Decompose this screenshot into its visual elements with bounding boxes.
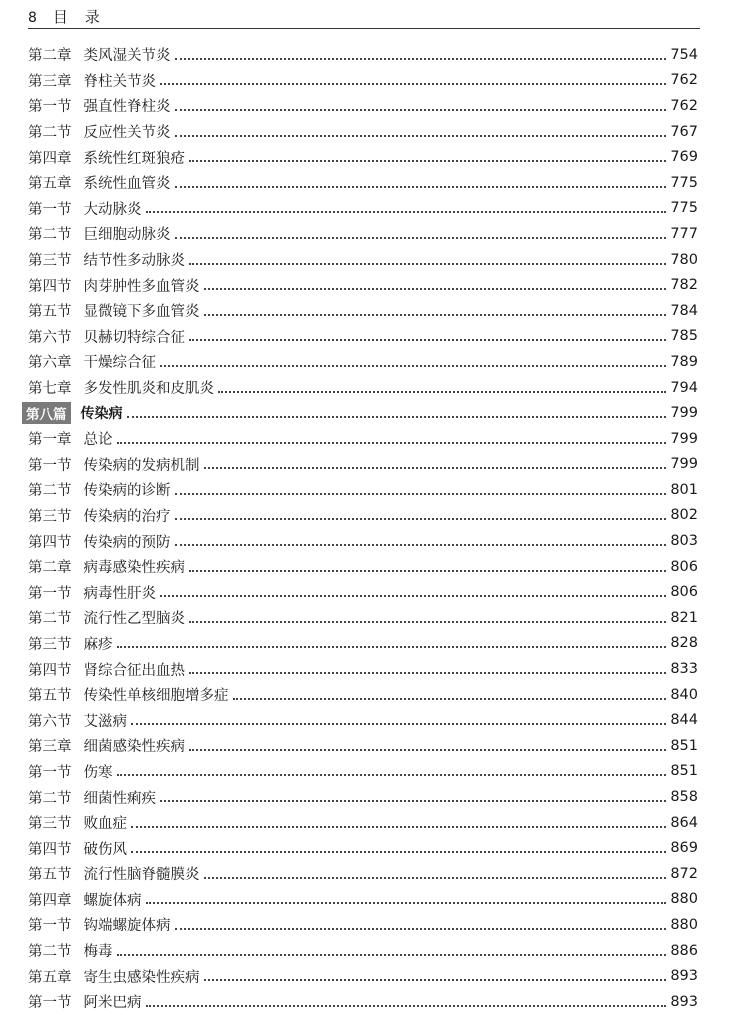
toc-entry-label: 第八篇 [22,402,71,424]
toc-entry-title: 系统性血管炎 [83,176,171,193]
toc-entry-page: 864 [670,814,698,831]
toc-entry-label: 第五节 [28,688,72,705]
toc-entry-label: 第二节 [28,790,72,807]
toc-entry-title: 贝赫切特综合征 [83,329,185,346]
leader-dots [175,544,667,546]
leader-dots [233,698,667,700]
toc-entry-title: 系统性红斑狼疮 [83,150,185,167]
toc-entry-label: 第四节 [28,534,72,551]
toc-entry-title: 艾滋病 [83,713,127,730]
leader-dots [204,877,667,879]
toc-entry-label: 第七章 [28,381,72,398]
leader-dots [175,518,667,520]
toc-entry-title: 寄生虫感染性疾病 [83,969,200,986]
toc-entry-label: 第二章 [28,48,72,65]
toc-entry-label: 第一节 [28,918,72,935]
toc-entry-title: 传染病的治疗 [83,508,171,525]
leader-dots [204,979,667,981]
toc-entry-section[interactable] [28,579,698,605]
toc-entry-label: 第二节 [28,125,72,142]
toc-entry-page: 794 [670,379,698,396]
toc-entry-label: 第四章 [28,892,72,909]
toc-entry-page: 775 [670,174,698,191]
toc-entry-label: 第五章 [28,176,72,193]
toc-entry-section[interactable] [28,656,698,682]
toc-entry-page: 769 [670,149,698,166]
toc-entry-part[interactable] [28,400,698,426]
toc-entry-label: 第一节 [28,995,72,1012]
toc-entry-page: 893 [670,968,698,985]
toc-entry-page: 833 [670,661,698,678]
leader-dots [117,954,667,956]
toc-entry-label: 第三节 [28,816,72,833]
toc-entry-page: 851 [670,737,698,754]
toc-entry-page: 858 [670,789,698,806]
toc-entry-label: 第三节 [28,508,72,525]
leader-dots [175,58,667,60]
toc-entry-title: 显微镜下多血管炎 [83,304,200,321]
toc-entry-section[interactable] [28,835,698,861]
table-of-contents [28,42,698,1015]
toc-entry-label: 第四章 [28,150,72,167]
toc-entry-label: 第一节 [28,201,72,218]
toc-entry-label: 第六章 [28,355,72,372]
toc-entry-title: 传染病 [80,406,123,423]
toc-entry-page: 872 [670,865,698,882]
toc-entry-section[interactable] [28,810,698,836]
toc-entry-page: 762 [670,72,698,89]
toc-entry-label: 第四节 [28,662,72,679]
page-header [28,6,700,29]
toc-entry-page: 767 [670,123,698,140]
toc-entry-chapter[interactable] [28,144,698,170]
toc-entry-label: 第一章 [28,432,72,449]
toc-entry-section[interactable] [28,272,698,298]
toc-entry-chapter[interactable] [28,68,698,94]
leader-dots [189,672,666,674]
toc-entry-title: 梅毒 [83,944,113,961]
leader-dots [175,109,667,111]
toc-entry-label: 第五节 [28,867,72,884]
toc-entry-title: 钩端螺旋体病 [83,918,171,935]
toc-entry-section[interactable] [28,989,698,1015]
toc-entry-page: 799 [670,430,698,447]
toc-entry-page: 893 [670,993,698,1010]
toc-entry-label: 第三节 [28,636,72,653]
toc-entry-label: 第一节 [28,99,72,116]
toc-entry-chapter[interactable] [28,426,698,452]
toc-entry-page: 806 [670,558,698,575]
toc-entry-page: 762 [670,97,698,114]
leader-dots [131,723,666,725]
leader-dots [160,800,666,802]
leader-dots [160,365,666,367]
toc-entry-title: 病毒感染性疾病 [83,560,185,577]
toc-entry-title: 麻疹 [83,636,113,653]
toc-entry-section[interactable] [28,861,698,887]
toc-entry-page: 840 [670,686,698,703]
toc-entry-page: 777 [670,225,698,242]
toc-entry-section[interactable] [28,912,698,938]
toc-entry-label: 第三节 [28,253,72,270]
leader-dots [131,851,666,853]
toc-entry-title: 阿米巴病 [83,995,142,1012]
page-number: 8 [28,10,37,26]
toc-entry-label: 第四节 [28,278,72,295]
toc-entry-page: 799 [670,405,698,422]
toc-entry-title: 干燥综合征 [83,355,156,372]
toc-entry-page: 880 [670,891,698,908]
leader-dots [127,416,667,418]
toc-entry-title: 病毒性肝炎 [83,585,156,602]
toc-entry-chapter[interactable] [28,887,698,913]
toc-entry-page: 844 [670,712,698,729]
toc-entry-title: 多发性肌炎和皮肌炎 [83,381,214,398]
leader-dots [117,646,667,648]
leader-dots [189,339,666,341]
toc-entry-label: 第一节 [28,764,72,781]
toc-entry-title: 传染病的预防 [83,534,171,551]
toc-entry-label: 第二节 [28,227,72,244]
toc-entry-label: 第一节 [28,585,72,602]
toc-entry-section[interactable] [28,631,698,657]
toc-entry-page: 785 [670,328,698,345]
toc-entry-chapter[interactable] [28,963,698,989]
leader-dots [218,391,666,393]
toc-entry-title: 反应性关节炎 [83,125,171,142]
toc-entry-page: 828 [670,635,698,652]
toc-entry-label: 第五章 [28,969,72,986]
leader-dots [204,314,667,316]
leader-dots [175,135,667,137]
leader-dots [160,83,666,85]
toc-entry-title: 传染病的诊断 [83,483,171,500]
toc-entry-section[interactable] [28,477,698,503]
leader-dots [189,160,666,162]
toc-entry-title: 肉芽肿性多血管炎 [83,278,200,295]
toc-entry-chapter[interactable] [28,733,698,759]
toc-entry-section[interactable] [28,247,698,273]
leader-dots [146,1005,667,1007]
toc-entry-page: 775 [670,200,698,217]
leader-dots [117,774,667,776]
toc-entry-section[interactable] [28,221,698,247]
toc-entry-section[interactable] [28,452,698,478]
toc-entry-title: 大动脉炎 [83,201,142,218]
leader-dots [189,621,666,623]
leader-dots [117,442,667,444]
toc-entry-label: 第一节 [28,457,72,474]
toc-entry-page: 806 [670,584,698,601]
leader-dots [131,826,666,828]
toc-entry-section[interactable] [28,196,698,222]
toc-entry-title: 巨细胞动脉炎 [83,227,171,244]
toc-entry-page: 780 [670,251,698,268]
toc-entry-section[interactable] [28,528,698,554]
toc-entry-title: 伤寒 [83,764,113,781]
toc-entry-title: 螺旋体病 [83,892,142,909]
toc-entry-section[interactable] [28,759,698,785]
leader-dots [146,211,667,213]
toc-entry-page: 784 [670,302,698,319]
toc-entry-title: 结节性多动脉炎 [83,253,185,270]
toc-entry-section[interactable] [28,119,698,145]
leader-dots [175,493,667,495]
toc-entry-section[interactable] [28,707,698,733]
toc-entry-title: 细菌性痢疾 [83,790,156,807]
toc-entry-label: 第五节 [28,304,72,321]
toc-entry-section[interactable] [28,93,698,119]
toc-entry-title: 类风湿关节炎 [83,48,171,65]
leader-dots [175,186,667,188]
toc-entry-page: 821 [670,609,698,626]
toc-entry-label: 第六节 [28,713,72,730]
toc-entry-label: 第二节 [28,944,72,961]
toc-entry-chapter[interactable] [28,349,698,375]
toc-entry-page: 803 [670,533,698,550]
page-title: 目 录 [52,8,106,26]
toc-entry-title: 肾综合征出血热 [83,662,185,679]
toc-entry-page: 869 [670,840,698,857]
toc-entry-title: 流行性乙型脑炎 [83,611,185,628]
toc-entry-section[interactable] [28,298,698,324]
toc-entry-title: 流行性脑脊髓膜炎 [83,867,200,884]
toc-entry-label: 第四节 [28,841,72,858]
toc-entry-page: 801 [670,481,698,498]
toc-entry-page: 802 [670,507,698,524]
toc-entry-section[interactable] [28,324,698,350]
toc-entry-label: 第三章 [28,73,72,90]
toc-entry-title: 脊柱关节炎 [83,73,156,90]
toc-entry-section[interactable] [28,605,698,631]
toc-entry-section[interactable] [28,682,698,708]
toc-entry-title: 破伤风 [83,841,127,858]
toc-entry-chapter[interactable] [28,170,698,196]
toc-entry-label: 第六节 [28,329,72,346]
toc-entry-page: 886 [670,942,698,959]
toc-entry-page: 880 [670,916,698,933]
leader-dots [175,928,667,930]
toc-entry-page: 782 [670,277,698,294]
toc-entry-section[interactable] [28,503,698,529]
leader-dots [189,570,666,572]
leader-dots [146,902,667,904]
toc-entry-title: 细菌感染性疾病 [83,739,185,756]
toc-entry-title: 败血症 [83,816,127,833]
toc-entry-page: 754 [670,46,698,63]
toc-entry-page: 789 [670,353,698,370]
leader-dots [204,467,667,469]
toc-entry-chapter[interactable] [28,375,698,401]
toc-entry-chapter[interactable] [28,42,698,68]
leader-dots [175,237,667,239]
toc-entry-title: 传染病的发病机制 [83,457,200,474]
leader-dots [160,595,666,597]
toc-entry-page: 851 [670,763,698,780]
toc-entry-label: 第二节 [28,483,72,500]
toc-entry-title: 强直性脊柱炎 [83,99,171,116]
toc-entry-section[interactable] [28,784,698,810]
toc-entry-page: 799 [670,456,698,473]
toc-entry-title: 传染性单核细胞增多症 [83,688,229,705]
toc-entry-title: 总论 [83,432,113,449]
toc-entry-label: 第二章 [28,560,72,577]
leader-dots [189,263,666,265]
leader-dots [189,749,666,751]
toc-entry-label: 第三章 [28,739,72,756]
toc-entry-section[interactable] [28,938,698,964]
toc-entry-label: 第二节 [28,611,72,628]
toc-entry-chapter[interactable] [28,554,698,580]
leader-dots [204,288,667,290]
